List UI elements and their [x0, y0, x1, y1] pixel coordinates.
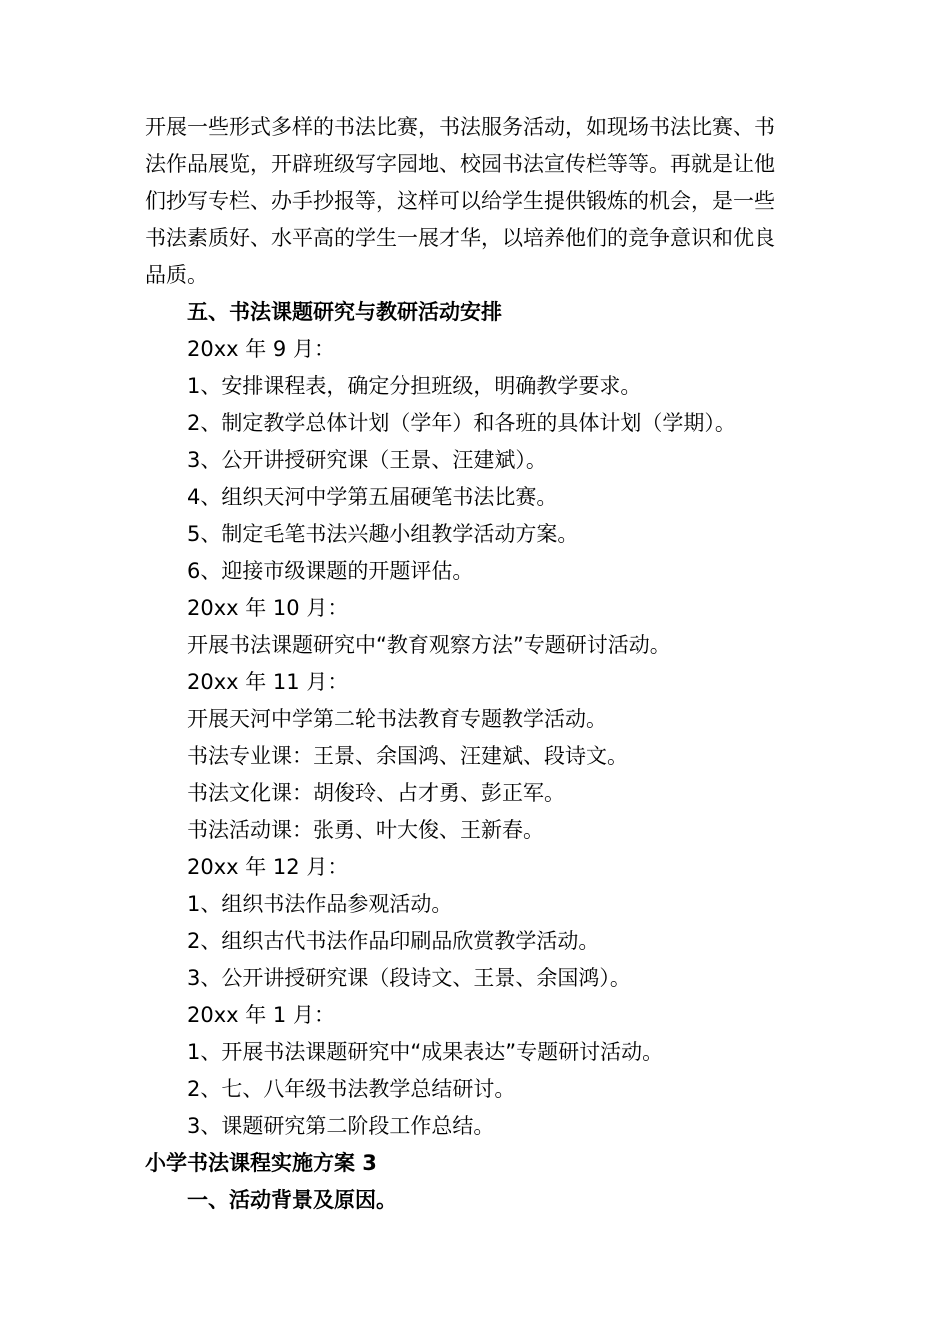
- schedule-month: 20xx 年 11 月：: [187, 670, 349, 694]
- schedule-item: 5、制定毛笔书法兴趣小组教学活动方案。: [187, 522, 579, 546]
- schedule-item: 3、公开讲授研究课（段诗文、王景、余国鸿）。: [187, 966, 631, 990]
- schedule-item: 2、组织古代书法作品印刷品欣赏教学活动。: [187, 929, 600, 953]
- schedule-item: 1、开展书法课题研究中“成果表达”专题研讨活动。: [187, 1040, 664, 1064]
- schedule-item: 开展书法课题研究中“教育观察方法”专题研讨活动。: [187, 633, 671, 657]
- schedule-item: 1、组织书法作品参观活动。: [187, 892, 453, 916]
- schedule-month: 20xx 年 1 月：: [187, 1003, 335, 1027]
- schedule-item: 书法专业课：王景、余国鸿、汪建斌、段诗文。: [187, 744, 628, 768]
- schedule-item: 1、安排课程表，确定分担班级，明确教学要求。: [187, 374, 642, 398]
- section-heading: 五、书法课题研究与教研活动安排: [187, 300, 502, 324]
- schedule-item: 4、组织天河中学第五届硬笔书法比赛。: [187, 485, 558, 509]
- schedule-item: 书法文化课：胡俊玲、占才勇、彭正军。: [187, 781, 565, 805]
- paragraph-line: 开展一些形式多样的书法比赛，书法服务活动，如现场书法比赛、书: [145, 115, 775, 139]
- paragraph-line: 们抄写专栏、办手抄报等，这样可以给学生提供锻炼的机会，是一些: [145, 189, 775, 213]
- schedule-item: 开展天河中学第二轮书法教育专题教学活动。: [187, 707, 607, 731]
- paragraph-line: 品质。: [145, 263, 208, 287]
- section-heading: 一、活动背景及原因。: [187, 1188, 397, 1212]
- paragraph-line: 书法素质好、水平高的学生一展才华，以培养他们的竞争意识和优良: [145, 226, 775, 250]
- paragraph-line: 法作品展览，开辟班级写字园地、校园书法宣传栏等等。再就是让他: [145, 152, 775, 176]
- schedule-month: 20xx 年 10 月：: [187, 596, 349, 620]
- document-title: 小学书法课程实施方案 3: [145, 1151, 377, 1175]
- schedule-item: 6、迎接市级课题的开题评估。: [187, 559, 474, 583]
- schedule-item: 3、课题研究第二阶段工作总结。: [187, 1114, 495, 1138]
- schedule-item: 书法活动课：张勇、叶大俊、王新春。: [187, 818, 544, 842]
- schedule-item: 3、公开讲授研究课（王景、汪建斌）。: [187, 448, 547, 472]
- schedule-month: 20xx 年 9 月：: [187, 337, 335, 361]
- schedule-item: 2、七、八年级书法教学总结研讨。: [187, 1077, 516, 1101]
- schedule-item: 2、制定教学总体计划（学年）和各班的具体计划（学期）。: [187, 411, 736, 435]
- schedule-month: 20xx 年 12 月：: [187, 855, 349, 879]
